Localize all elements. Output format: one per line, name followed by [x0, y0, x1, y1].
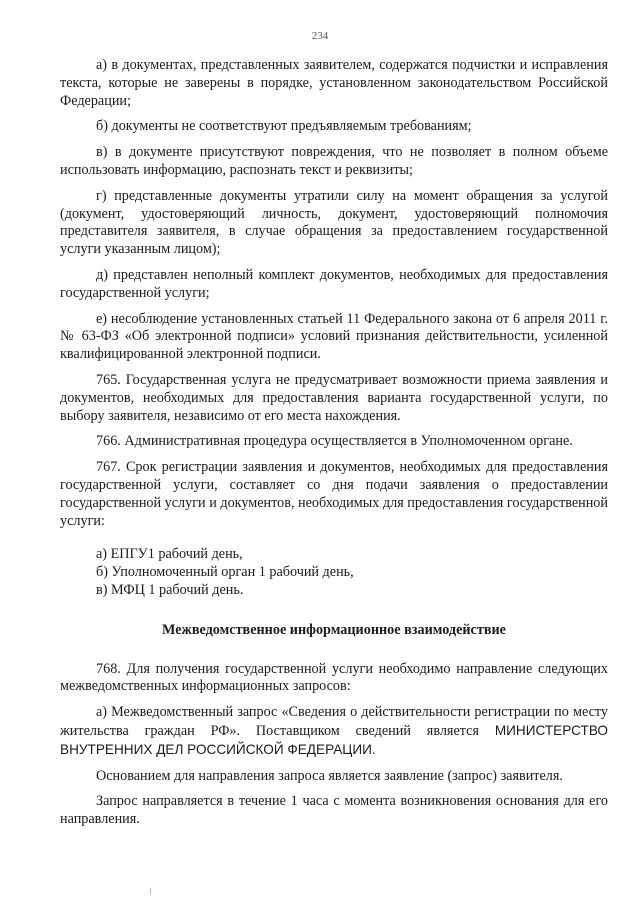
- paragraph-basis: Основанием для направления запроса является заявление (запрос) заявителя.: [96, 767, 563, 784]
- list-item-authority: б) Уполномоченный орган 1 рабочий день,: [96, 564, 354, 581]
- spacer: [60, 538, 608, 546]
- paragraph-d: д) представлен неполный комплект документов, необходимых для предоставления государственной услуги;: [60, 266, 608, 301]
- paragraph-e: е) несоблюдение установленных статьей 11 Федерального закона от 6 апреля 2011 г. № 63-ФЗ «Об электронной подписи» условий признания действительности, усиленной квалифицированной электронной подписи.: [60, 310, 608, 363]
- paragraph-768a: [60, 704, 608, 759]
- paragraph-g: г) представленные документы утратили силу на момент обращения за услугой (документ, удостоверяющий личность, документ, удостоверяющий полномочия представителя заявителя, в случае обращения за предоставлением государственной услуги указанным лицом);: [60, 187, 608, 258]
- paragraph-b: б) документы не соответствуют предъявляемым требованиям;: [96, 118, 472, 135]
- scan-mark: [150, 888, 151, 894]
- paragraph-768: 768. Для получения государственной услуги необходимо направление следующих межведомственных информационных запросов:: [60, 660, 608, 695]
- paragraph-766: 766. Административная процедура осуществляется в Уполномоченном органе.: [96, 433, 573, 450]
- paragraph-a: а) в документах, представленных заявителем, содержатся подчистки и исправления текста, которые не заверены в порядке, установленном законодательством Российской Федерации;: [60, 57, 608, 109]
- list-item-epgu: а) ЕПГУ1 рабочий день,: [96, 546, 243, 563]
- document-body: [60, 57, 608, 837]
- page-number: 234: [311, 30, 329, 42]
- paragraph-765: 765. Государственная услуга не предусматривает возможности приема заявления и документов, необходимых для предоставления варианта государственной услуги, по выбору заявителя, независимо от его места нахождения.: [60, 371, 608, 424]
- paragraph-timing: Запрос направляется в течение 1 часа с момента возникновения основания для его направления.: [60, 793, 608, 828]
- paragraph-768a-text: а) Межведомственный запрос «Сведения о действительности регистрации по месту жительства граждан РФ». Поставщиком сведений является: [60, 704, 608, 739]
- paragraph-v: в) в документе присутствуют повреждения, что не позволяет в полном объеме использовать информацию, распознать текст и реквизиты;: [60, 144, 608, 178]
- supplier-name: МИНИСТЕРСТВО ВНУТРЕННИХ ДЕЛ РОССИЙСКОЙ ФЕДЕРАЦИИ.: [60, 722, 609, 757]
- paragraph-767: 767. Срок регистрации заявления и документов, необходимых для предоставления государственной услуги, составляет со дня подачи заявления о предоставлении государственной услуги и документов, необходимых для предоставления государственной услуги:: [60, 459, 608, 529]
- list-item-mfc: в) МФЦ 1 рабочий день.: [96, 581, 244, 598]
- section-heading: Межведомственное информационное взаимодействие: [162, 621, 506, 638]
